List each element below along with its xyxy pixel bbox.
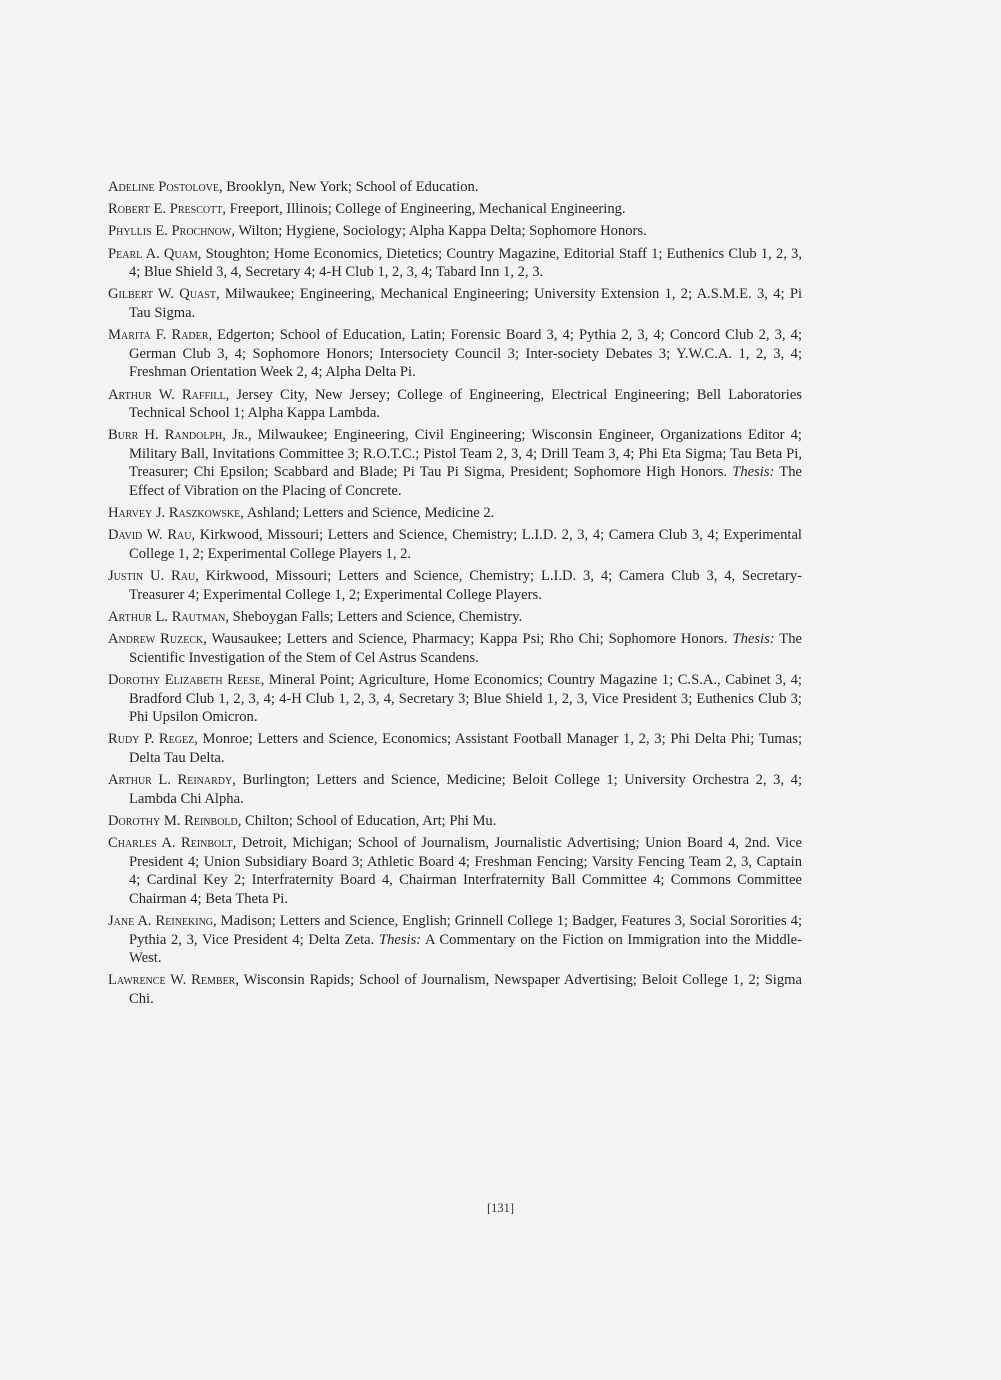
entry-name: Dorothy M. Reinbold — [108, 812, 238, 829]
entry-details: , Milwaukee; Engineering, Civil Engineering; Wisconsin Engineer, Organizations Editor 4; Military Ball, Invitations Committee 3; R.O.T.C.; Pistol Team 2, 3, 4; Drill Team 3, 4; Phi Eta Sigma; Tau Beta Pi, Treasurer; Chi Epsilon; Scabbard and Blade; Pi Tau Pi Sigma, President; Sophomore High Honors. — [129, 427, 802, 481]
entry — [108, 200, 802, 219]
entry — [108, 526, 802, 563]
entry-name: Harvey J. Raszkowske — [108, 505, 241, 522]
entry — [108, 504, 802, 523]
entry-name: David W. Rau — [108, 527, 192, 544]
page-number: [131] — [486, 1201, 515, 1215]
entry — [108, 245, 802, 282]
entry-name: Adeline Postolove — [108, 179, 219, 195]
entry-details: , Freeport, Illinois; College of Engineering, Mechanical Engineering. — [222, 201, 626, 218]
entry-details: , Monroe; Letters and Science, Economics; Assistant Football Manager 1, 2, 3; Phi Delta Phi; Tumas; Delta Tau Delta. — [129, 731, 802, 766]
entry-name: Lawrence W. Rember — [108, 972, 236, 989]
thesis-title: A Commentary on the Fiction on Immigration into the Middle-West. — [129, 931, 803, 967]
entry-details: , Chilton; School of Education, Art; Phi Mu. — [237, 812, 497, 829]
entry-details: , Mineral Point; Agriculture, Home Economics; Country Magazine 1; C.S.A., Cabinet 3, 4; Bradford Club 1, 2, 3, 4; 4-H Club 1, 2, 3, 4, Secretary 3; Blue Shield 1, 2, 3, Vice President 3; Euthenics Club 3; Phi Upsilon Omicron. — [129, 671, 802, 726]
thesis-title: The Effect of Vibration on the Placing of Concrete. — [129, 464, 802, 500]
entry — [108, 630, 802, 667]
entry-name: Marita F. Rader — [108, 327, 209, 344]
entry — [108, 912, 802, 968]
entry-details: , Wisconsin Rapids; School of Journalism, Newspaper Advertising; Beloit College 1, 2; Sigma Chi. — [129, 972, 802, 1008]
senior-entries-list — [108, 178, 802, 1012]
entry-name: Arthur L. Rautman — [108, 609, 226, 625]
entry — [108, 671, 802, 727]
entry-name: Rudy P. Regez — [108, 731, 195, 748]
entry-details: , Sheboygan Falls; Letters and Science, Chemistry. — [225, 609, 523, 625]
entry — [108, 567, 802, 604]
thesis-label: Thesis: — [732, 631, 775, 648]
entry-name: Phyllis E. Prochnow — [108, 223, 232, 240]
entry-name: Arthur W. Raffill — [108, 386, 226, 403]
entry-details: , Wilton; Hygiene, Sociology; Alpha Kappa Delta; Sophomore Honors. — [231, 223, 647, 240]
entry-name: Justin U. Rau — [108, 568, 196, 585]
entry — [108, 834, 802, 908]
entry-details: , Edgerton; School of Education, Latin; Forensic Board 3, 4; Pythia 2, 3, 4; Concord Club 2, 3, 4; German Club 3, 4; Sophomore Honors; Intersociety Council 3; Inter-society Debates 3; Y.W.C.A. 1, 2, 3, 4; Freshman Orientation Week 2, 4; Alpha Delta Pi. — [129, 327, 803, 381]
entry-details: , Brooklyn, New York; School of Education. — [219, 179, 479, 195]
entry-name: Pearl A. Quam — [108, 245, 198, 262]
entry — [108, 285, 802, 322]
entry — [108, 426, 802, 500]
entry-name: Andrew Ruzeck — [108, 631, 204, 648]
entry-name: Robert E. Prescott — [108, 201, 223, 218]
entry — [108, 326, 802, 382]
entry-details: , Madison; Letters and Science, English; Grinnell College 1; Badger, Features 3, Social Sororities 4; Pythia 2, 3, Vice President 4; Delta Zeta. — [129, 913, 802, 948]
entry — [108, 730, 802, 767]
entry-name: Charles A. Reinbolt — [108, 835, 233, 852]
entry — [108, 178, 802, 197]
entry — [108, 812, 802, 831]
thesis-label: Thesis: — [378, 931, 422, 948]
thesis-title: The Scientific Investigation of the Stem of Cel Astrus Scandens. — [129, 631, 802, 666]
entry — [108, 971, 802, 1008]
entry — [108, 608, 802, 627]
entry-details: , Ashland; Letters and Science, Medicine 2. — [240, 505, 495, 522]
entry-details: , Kirkwood, Missouri; Letters and Science, Chemistry; L.I.D. 2, 3, 4; Camera Club 3, 4; Experimental College 1, 2; Experimental College Players 1, 2. — [129, 527, 802, 563]
entry — [108, 386, 802, 423]
entry-details: , Kirkwood, Missouri; Letters and Science, Chemistry; L.I.D. 3, 4; Camera Club 3, 4, Secretary-Treasurer 4; Experimental College 1, 2; Experimental College Players. — [129, 568, 802, 603]
entry-name: Burr H. Randolph, Jr. — [108, 427, 249, 444]
entry-details: , Stoughton; Home Economics, Dietetics; Country Magazine, Editorial Staff 1; Euthenics Club 1, 2, 3, 4; Blue Shield 3, 4, Secretary 4; 4-H Club 1, 2, 3, 4; Tabard Inn 1, 2, 3. — [129, 245, 802, 281]
entry-name: Jane A. Reineking — [108, 913, 214, 930]
entry-name: Dorothy Elizabeth Reese — [108, 671, 261, 688]
thesis-label: Thesis: — [732, 464, 775, 481]
entry-name: Arthur L. Reinardy — [108, 772, 233, 789]
entry-details: , Detroit, Michigan; School of Journalism, Journalistic Advertising; Union Board 4, 2nd. Vice President 4; Union Subsidiary Board 3; Athletic Board 4; Freshman Fencing; Varsity Fencing Team 2, 3, Captain 4; Cardinal Key 2; Interfraternity Board 4, Chairman Interfraternity Ball Committee 4; Commons Committee Chairman 4; Beta Theta Pi. — [129, 835, 803, 907]
entry-details: , Milwaukee; Engineering, Mechanical Engineering; University Extension 1, 2; A.S.M.E. 3, 4; Pi Tau Sigma. — [129, 286, 802, 321]
entry-name: Gilbert W. Quast — [108, 286, 216, 303]
entry — [108, 771, 802, 808]
entry-details: , Jersey City, New Jersey; College of Engineering, Electrical Engineering; Bell Laboratories Technical School 1; Alpha Kappa Lambda. — [129, 386, 802, 422]
entry — [108, 222, 802, 241]
entry-details: , Burlington; Letters and Science, Medicine; Beloit College 1; University Orchestra 2, 3, 4; Lambda Chi Alpha. — [129, 772, 802, 807]
entry-details: , Wausaukee; Letters and Science, Pharmacy; Kappa Psi; Rho Chi; Sophomore Honors. — [203, 631, 733, 648]
